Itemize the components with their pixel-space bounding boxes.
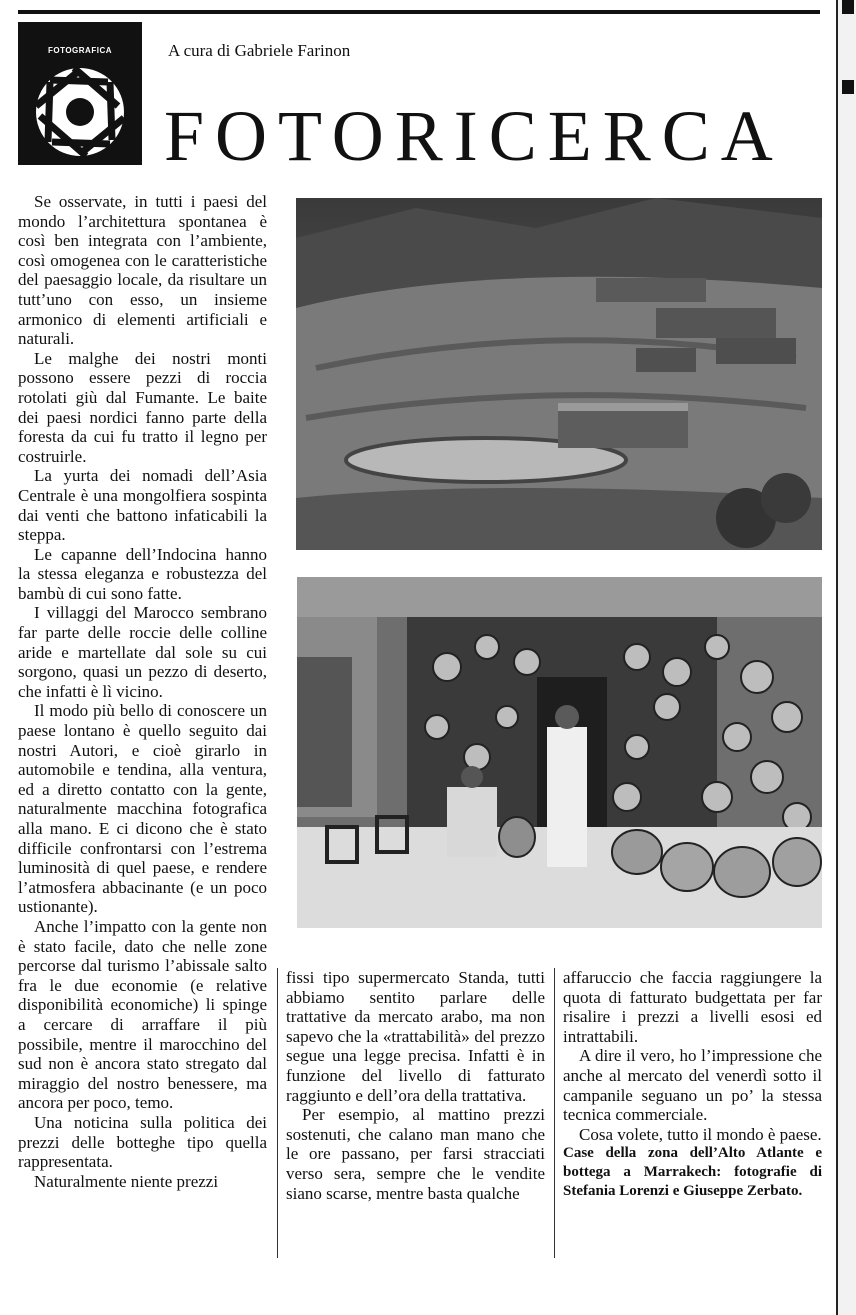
page-edge	[836, 0, 856, 1315]
logo-text: FOTOGRAFICA	[47, 46, 112, 55]
paragraph: Le capanne dell’Indocina hanno la stessa eleganza e robustezza del bambù di cui sono fatte.	[18, 544, 267, 603]
article-column-3	[563, 968, 822, 1201]
photo-caption: Case della zona dell’Alto Atlante e bottega a Marrakech: fotografie di Stefania Lorenzi e Giuseppe Zerbato.	[563, 1145, 822, 1200]
paragraph: Per esempio, al mattino prezzi sostenuti, che calano man mano che le ore passano, per farsi stracciati verso sera, sempre che le vendite siano scarse, mentre basta qualche	[286, 1105, 545, 1203]
village-photo-graphic	[296, 198, 822, 550]
top-rule	[18, 10, 820, 14]
paragraph: fissi tipo supermercato Standa, tutti abbiamo sentito parlare delle trattative da mercato arabo, ma non sapevo che la «trattabilità» del prezzo segue una legge precisa. Infatti è in funzione del livello di fatturato raggiunto e dell’ora della trattativa.	[286, 968, 545, 1105]
paragraph: Una noticina sulla politica dei prezzi delle botteghe tipo quella rappresentata.	[18, 1112, 267, 1172]
edge-mark	[842, 80, 854, 94]
paragraph: Le malghe dei nostri monti possono essere pezzi di roccia rotolati giù dal Fumante. Le baite dei paesi nordici fanno parte della foresta da cui fu tratto il legno per costruirle.	[18, 348, 267, 466]
paragraph: affaruccio che faccia raggiungere la quota di fatturato budgettata per far risalire i prezzi a livelli esosi ed intrattabili.	[563, 968, 822, 1046]
page-title: FOTORICERCA	[164, 96, 784, 176]
article-column-1	[18, 192, 267, 1191]
paragraph: Anche l’impatto con la gente non è stato facile, dato che nelle zone percorse dal turismo l’abissale salto fra le due economie (e relative disponibilità economiche) li spinge a cercare di arraffare il più possibile, mentre il marocchino del sud non è ancora stato stregato dal miraggio del nostro benessere, ma ancora per poco, temo.	[18, 916, 267, 1113]
paragraph: Cosa volete, tutto il mondo è paese.	[579, 1124, 822, 1144]
paragraph: Naturalmente niente prezzi	[34, 1171, 219, 1191]
fotografica-logo	[18, 22, 142, 165]
aperture-icon	[32, 64, 128, 160]
photo-marrakech-shop	[297, 577, 822, 928]
column-rule	[277, 968, 278, 1258]
edge-mark	[842, 0, 854, 14]
photo-mountain-village	[296, 198, 822, 550]
curator-credit: A cura di Gabriele Farinon	[168, 41, 351, 60]
paragraph: I villaggi del Marocco sembrano far parte delle roccie delle colline aride e martellate dal sole su cui sorgono, quasi un pezzo di deserto, che infatti è lì vicino.	[18, 603, 267, 701]
paragraph: A dire il vero, ho l’impressione che anche al mercato del venerdì sotto il campanile seguano un po’ la stessa tecnica commerciale.	[563, 1046, 822, 1125]
paragraph: Il modo più bello di conoscere un paese lontano è quello seguito dai nostri Autori, e cioè girarlo in automobile e tendina, alla ventura, ed a diretto contatto con la gente, naturalmente macchina fotografica alla mano. E ci dicono che è stato difficile confrontarsi con l’estrema luminosità di quel paese, e rendere l’atmosfera abbacinante (e un poco ustionante).	[18, 701, 267, 917]
paragraph: La yurta dei nomadi dell’Asia Centrale è una mongolfiera sospinta dai venti che battono infaticabili la steppa.	[18, 466, 267, 545]
shop-photo-graphic	[297, 577, 822, 928]
paragraph: Se osservate, in tutti i paesi del mondo l’architettura spontanea è così ben integrata con l’ambiente, così omogenea con le caratteristiche del paesaggio locale, da risultare un tutt’uno con esso, un insieme armonico di elementi artificiali e naturali.	[18, 192, 267, 349]
article-column-2	[286, 968, 545, 1203]
column-rule	[554, 968, 555, 1258]
